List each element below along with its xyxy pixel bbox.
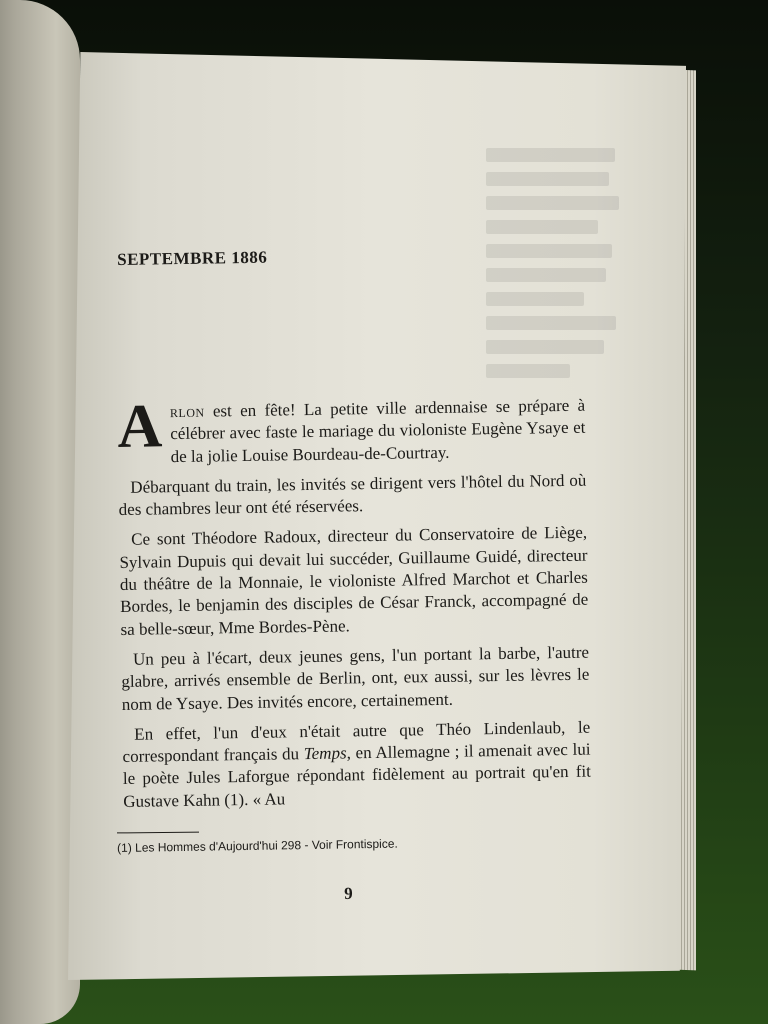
paragraph-1 — [116, 392, 586, 469]
left-page-edge — [0, 0, 80, 1024]
paragraph-5-start: En effet, l'un d'eux n'était autre que Théo Lindenlaub, le correspondant français du — [122, 717, 591, 767]
show-through-text — [486, 148, 626, 408]
paragraph-5 — [122, 716, 591, 813]
chapter-heading: SEPTEMBRE 1886 — [117, 247, 268, 269]
opening-word: rlon — [169, 401, 205, 422]
paragraph-4: Un peu à l'écart, deux jeunes gens, l'un portant la barbe, l'autre glabre, arrivés ensemble de Berlin, ont, eux aussi, sur les lèvres le nom de Ysaye. Des invités encore, certainement. — [121, 642, 590, 714]
page-number: 9 — [344, 883, 353, 903]
paragraph-3: Ce sont Théodore Radoux, directeur du Conservatoire de Liège, Sylvain Dupuis qui devait lui succéder, Guillaume Guidé, directeur du théâtre de la Monnaie, le violoniste Alfred Marchot et Charles Bordes, le benjamin des disciples de César Franck, accompagné de sa belle-sœur, Mme Bordes-Pène. — [119, 523, 589, 639]
paragraph-5-end: , en Allemagne ; il amenait avec lui le poète Jules Laforgue répondant fidèlement au portrait qu'en fit Gustave Kahn (1). « Au — [122, 739, 592, 811]
paragraph-1-text: est en fête! La petite ville ardennaise se prépare à célébrer avec faste le mariage du violoniste Eugène Ysaye et de la jolie Louise Bourdeau-de-Courtray. — [170, 395, 586, 466]
drop-cap: A — [116, 392, 163, 461]
newspaper-title: Temps — [303, 743, 347, 764]
footnote: (1) Les Hommes d'Aujourd'hui 298 - Voir Frontispice. — [117, 836, 398, 855]
paragraph-2: Débarquant du train, les invités se dirigent vers l'hôtel du Nord où des chambres leur ont été réservées. — [118, 470, 587, 520]
body-text — [116, 392, 592, 821]
